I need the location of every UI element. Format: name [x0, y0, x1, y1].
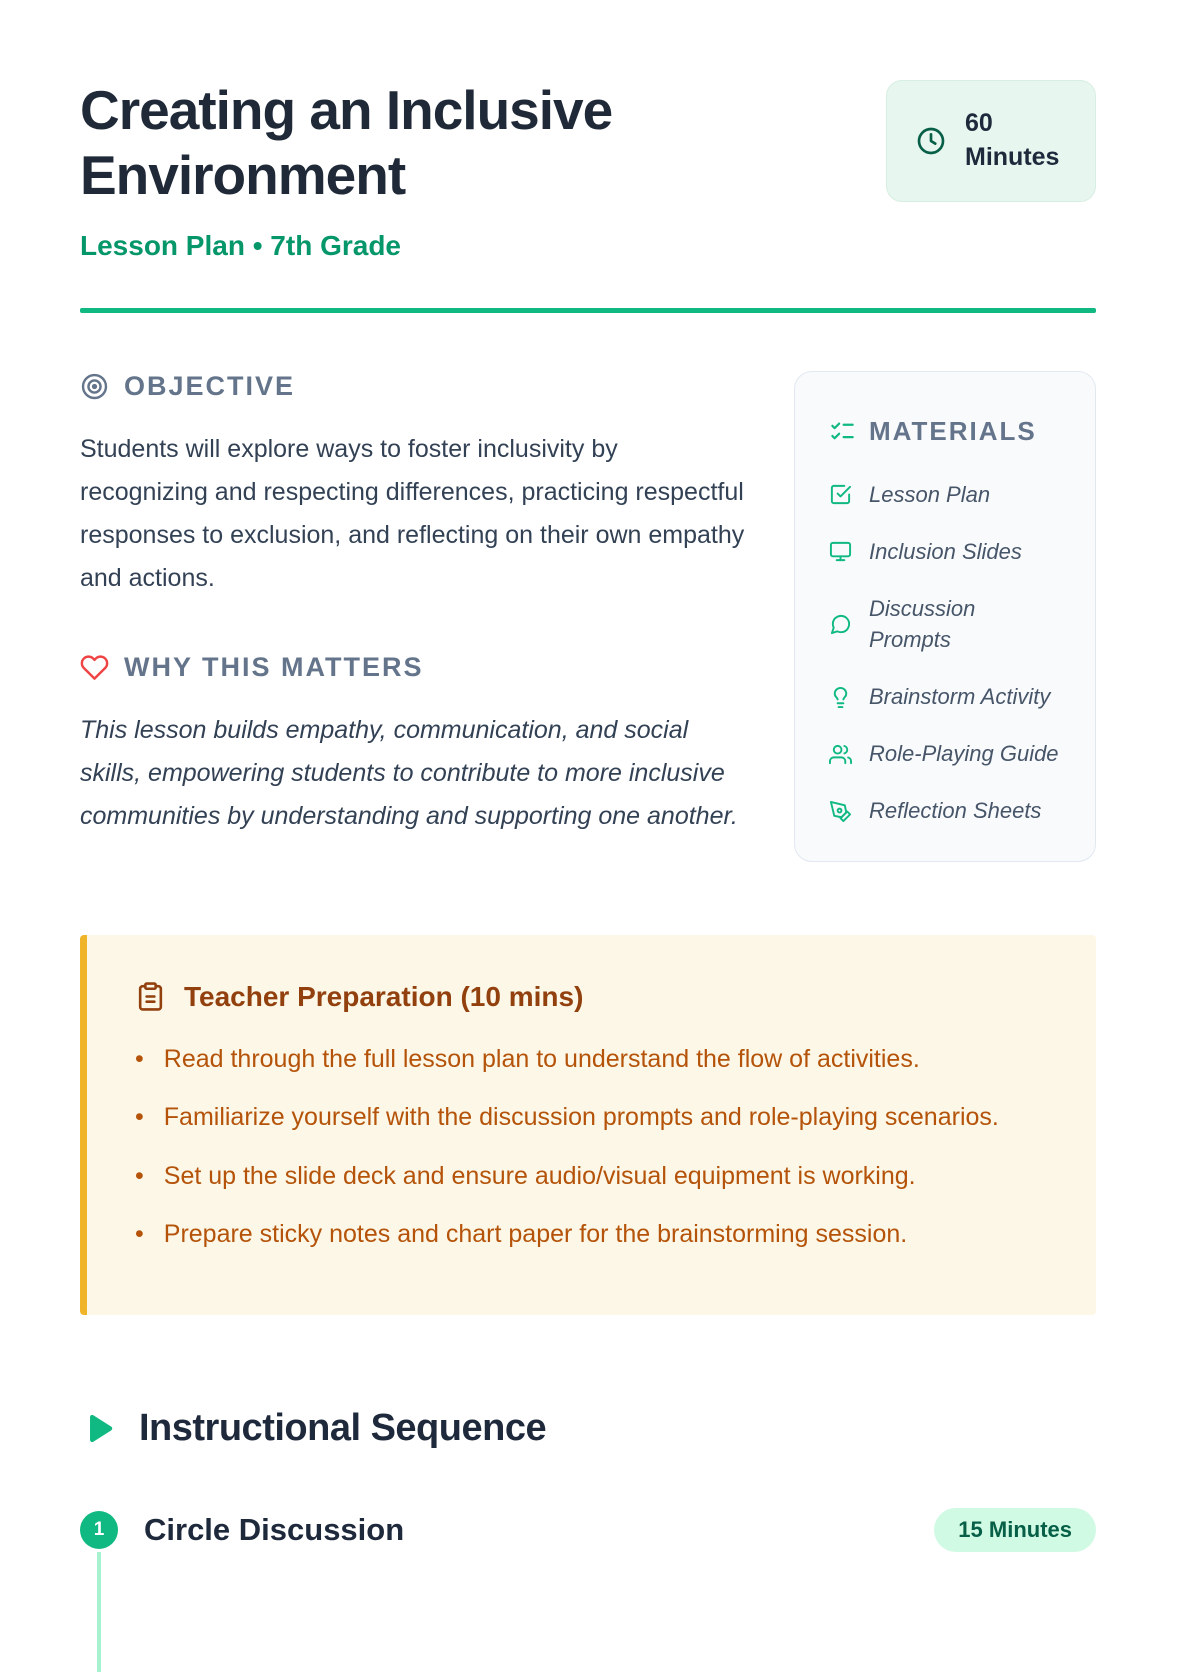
step-duration-badge: 15 Minutes	[934, 1508, 1096, 1552]
materials-card	[794, 371, 1096, 862]
teacher-preparation-list	[135, 1041, 1048, 1254]
material-item-label: Lesson Plan	[869, 481, 991, 507]
clock-icon	[915, 125, 947, 157]
green-divider	[80, 308, 1096, 313]
step-title: Circle Discussion	[144, 1511, 405, 1547]
pen-icon	[829, 800, 852, 823]
prep-item: • Familiarize yourself with the discussion prompts and role-playing scenarios.	[135, 1099, 1048, 1137]
materials-list	[829, 479, 1061, 827]
main-content	[80, 371, 1096, 863]
materials-heading	[829, 416, 1061, 447]
heart-icon	[80, 653, 109, 682]
objective-heading-label: OBJECTIVE	[124, 370, 296, 401]
material-item	[829, 479, 1061, 511]
prep-item: • Read through the full lesson plan to understand the flow of activities.	[135, 1041, 1048, 1079]
monitor-icon	[829, 540, 852, 563]
material-item	[829, 593, 1061, 657]
check-square-icon	[829, 483, 852, 506]
clipboard-icon	[135, 981, 166, 1012]
objective-heading	[80, 371, 750, 402]
teacher-preparation-heading-label: Teacher Preparation (10 mins)	[184, 980, 584, 1012]
play-icon	[80, 1410, 117, 1447]
prep-item: • Set up the slide deck and ensure audio/visual equipment is working.	[135, 1158, 1048, 1196]
material-item	[829, 738, 1061, 770]
why-this-matters-heading-label: WHY THIS MATTERS	[124, 651, 424, 682]
step-number-badge: 1	[80, 1511, 118, 1549]
lesson-subtitle: Lesson Plan • 7th Grade	[80, 229, 402, 261]
teacher-preparation-heading	[135, 981, 1048, 1013]
material-item-label: Discussion Prompts	[869, 595, 976, 653]
target-icon	[80, 372, 109, 401]
material-item	[829, 795, 1061, 827]
instructional-sequence-heading	[80, 1407, 1096, 1450]
why-this-matters-text: This lesson builds empathy, communication, and social skills, empowering students to contribute to more inclusive communities by understanding and supporting one another.	[80, 715, 738, 830]
page-title: Creating an Inclusive Environment	[80, 79, 613, 206]
material-item-label: Reflection Sheets	[869, 798, 1042, 824]
prep-item: • Prepare sticky notes and chart paper for the brainstorming session.	[135, 1216, 1048, 1254]
header	[80, 78, 1096, 262]
teacher-preparation-box	[80, 935, 1096, 1315]
header-titles	[80, 78, 780, 262]
why-this-matters-heading	[80, 652, 750, 683]
material-item-label: Brainstorm Activity	[869, 684, 1051, 710]
duration-badge-label: 60 Minutes	[965, 109, 1060, 171]
instructional-sequence-title: Instructional Sequence	[139, 1406, 547, 1449]
left-column	[80, 371, 750, 863]
material-item-label: Role-Playing Guide	[869, 741, 1059, 767]
speech-bubble-icon	[829, 613, 852, 636]
people-icon	[829, 743, 852, 766]
checklist-icon	[829, 418, 856, 445]
timeline-connector	[97, 1552, 101, 1672]
step-row	[80, 1508, 1096, 1552]
material-item	[829, 536, 1061, 568]
material-item	[829, 681, 1061, 713]
material-item-label: Inclusion Slides	[869, 538, 1022, 564]
lightbulb-icon	[829, 686, 852, 709]
materials-heading-label: MATERIALS	[869, 415, 1037, 446]
objective-text: Students will explore ways to foster inclusivity by recognizing and respecting differences, practicing respectful responses to exclusion, and reflecting on their own empathy and actions.	[80, 434, 745, 592]
duration-badge	[886, 80, 1096, 202]
